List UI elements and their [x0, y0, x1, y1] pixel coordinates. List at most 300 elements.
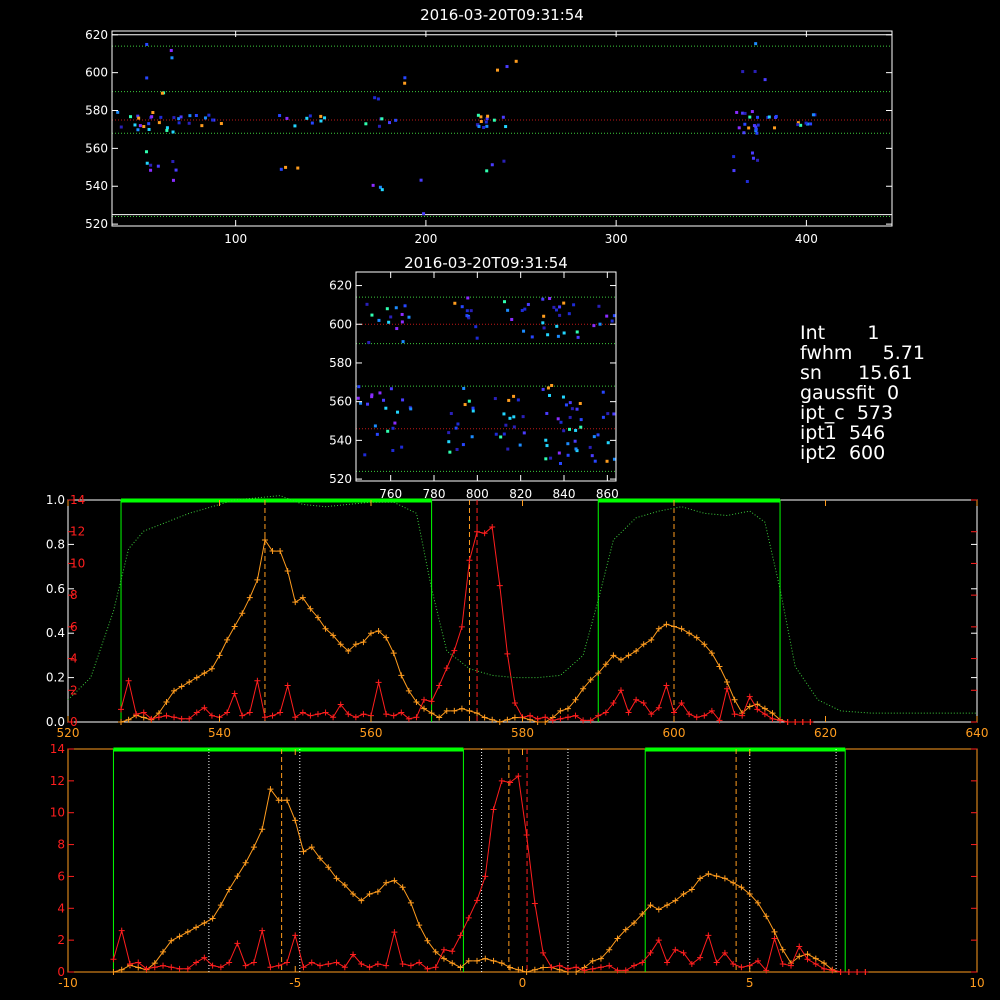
y-tick-label: 580: [85, 103, 108, 118]
emission-pixel: [612, 412, 615, 415]
red-data-point: [276, 963, 282, 969]
emission-pixel: [378, 391, 381, 394]
red-data-point: [800, 719, 806, 725]
red-data-point: [262, 714, 268, 720]
red-profile-line: [114, 776, 866, 972]
emission-pixel: [531, 335, 534, 338]
red-data-point: [375, 961, 381, 967]
emission-pixel: [565, 403, 568, 406]
emission-pixel: [775, 115, 778, 118]
emission-pixel: [296, 167, 299, 170]
emission-pixel: [477, 125, 480, 128]
emission-pixel: [395, 306, 398, 309]
red-data-point: [623, 967, 629, 973]
emission-pixel: [562, 429, 565, 432]
red-data-point: [376, 679, 382, 685]
orange-data-point: [780, 947, 786, 953]
y-tick-label: 580: [329, 355, 352, 370]
red-data-point: [160, 963, 166, 969]
emission-pixel: [455, 427, 458, 430]
emission-pixel: [367, 341, 370, 344]
orange-data-point: [110, 969, 116, 975]
emission-pixel: [468, 400, 471, 403]
red-data-point: [796, 944, 802, 950]
emission-pixel: [568, 312, 571, 315]
emission-pixel: [284, 166, 287, 169]
emission-pixel: [502, 160, 505, 163]
emission-pixel: [773, 126, 776, 129]
emission-pixel: [541, 321, 544, 324]
emission-pixel: [180, 115, 183, 118]
red-data-point: [307, 713, 313, 719]
y-tick-label: 520: [329, 472, 352, 487]
red-data-point: [466, 557, 472, 563]
emission-pixel: [549, 457, 552, 460]
emission-pixel: [544, 439, 547, 442]
red-data-point: [694, 714, 700, 720]
emission-pixel: [732, 169, 735, 172]
red-data-point: [527, 713, 533, 719]
orange-profile-line: [121, 540, 810, 722]
red-data-point: [504, 651, 510, 657]
emission-pixel: [742, 131, 745, 134]
orange-data-point: [210, 915, 216, 921]
red-data-point: [686, 711, 692, 717]
emission-pixel: [613, 458, 616, 461]
emission-pixel: [580, 418, 583, 421]
orange-data-point: [201, 670, 207, 676]
emission-pixel: [396, 411, 399, 414]
red-data-point: [367, 964, 373, 970]
x-tick-label: -10: [58, 976, 78, 990]
red-data-point: [780, 961, 786, 967]
orange-data-point: [226, 886, 232, 892]
x-tick-label: 100: [224, 232, 248, 246]
emission-pixel: [562, 396, 565, 399]
red-data-point: [641, 700, 647, 706]
emission-pixel: [146, 162, 149, 165]
emission-pixel: [812, 113, 815, 116]
red-data-point: [590, 966, 596, 972]
red-data-point: [251, 959, 257, 965]
red-data-point: [118, 706, 124, 712]
emission-pixel: [574, 440, 577, 443]
emission-pixel: [506, 309, 509, 312]
red-data-point: [239, 713, 245, 719]
emission-pixel: [504, 125, 507, 128]
emission-pixel: [364, 122, 367, 125]
emission-pixel: [285, 117, 288, 120]
top-image-panel: [85, 6, 892, 246]
emission-pixel: [365, 303, 368, 306]
red-data-point: [317, 963, 323, 969]
emission-pixel: [390, 387, 393, 390]
red-data-point: [323, 709, 329, 715]
info-ipt2: ipt2 600: [800, 442, 886, 464]
orange-data-point: [813, 956, 819, 962]
emission-pixel: [506, 448, 509, 451]
red-data-point: [838, 969, 844, 975]
orange-data-point: [251, 844, 257, 850]
emission-pixel: [558, 452, 561, 455]
emission-pixel: [207, 114, 210, 117]
emission-pixel: [384, 407, 387, 410]
red-data-point: [353, 714, 359, 720]
orange-data-point: [491, 958, 497, 964]
red-data-point: [580, 717, 586, 723]
red-data-point: [769, 716, 775, 722]
window-box: [645, 749, 845, 972]
emission-pixel: [485, 169, 488, 172]
fit-info-block: [800, 323, 925, 463]
emission-pixel: [211, 119, 214, 122]
emission-pixel: [569, 401, 572, 404]
emission-pixel: [370, 314, 373, 317]
x-tick-label: 840: [552, 487, 576, 501]
emission-pixel: [474, 325, 477, 328]
emission-pixel: [504, 424, 507, 427]
red-data-point: [309, 959, 315, 965]
info-gaussfit: gaussfit 0: [800, 382, 900, 404]
emission-pixel: [738, 126, 741, 129]
emission-pixel: [754, 70, 757, 73]
orange-data-point: [209, 666, 215, 672]
red-data-point: [277, 709, 283, 715]
red-data-point: [267, 964, 273, 970]
emission-pixel: [157, 165, 160, 168]
red-data-point: [342, 964, 348, 970]
red-profile-line: [121, 527, 810, 722]
red-data-point: [846, 969, 852, 975]
emission-pixel: [597, 305, 600, 308]
red-data-point: [300, 964, 306, 970]
emission-pixel: [606, 412, 609, 415]
emission-pixel: [453, 302, 456, 305]
profile-plot-1: [46, 493, 989, 740]
red-data-point: [444, 665, 450, 671]
red-data-point: [672, 947, 678, 953]
x-tick-label: 860: [595, 487, 619, 501]
emission-pixel: [547, 386, 550, 389]
emission-pixel: [391, 427, 394, 430]
orange-data-point: [451, 708, 457, 714]
emission-pixel: [523, 431, 526, 434]
orange-data-point: [714, 873, 720, 879]
emission-pixel: [607, 441, 610, 444]
emission-pixel: [756, 116, 759, 119]
orange-data-point: [474, 958, 480, 964]
red-data-point: [557, 963, 563, 969]
x-tick-label: 800: [465, 487, 489, 501]
orange-data-point: [232, 624, 238, 630]
orange-data-point: [218, 902, 224, 908]
y-tick-label: 560: [329, 394, 352, 409]
red-y-tick-label: 12: [49, 773, 65, 788]
emission-pixel: [796, 123, 799, 126]
emission-pixel: [471, 435, 474, 438]
orange-data-point: [416, 922, 422, 928]
emission-pixel: [387, 321, 390, 324]
emission-pixel: [149, 169, 152, 172]
orange-data-point: [163, 699, 169, 705]
emission-pixel: [366, 403, 369, 406]
emission-pixel: [548, 297, 551, 300]
emission-pixel: [401, 320, 404, 323]
red-data-point: [224, 709, 230, 715]
red-data-point: [738, 964, 744, 970]
orange-data-point: [186, 679, 192, 685]
emission-pixel: [809, 122, 812, 125]
orange-data-point: [185, 929, 191, 935]
emission-pixel: [470, 309, 473, 312]
emission-pixel: [165, 129, 168, 132]
emission-pixel: [557, 417, 560, 420]
emission-pixel: [120, 126, 123, 129]
emission-pixel: [541, 298, 544, 301]
emission-pixel: [508, 417, 511, 420]
red-data-point: [497, 583, 503, 589]
y-tick-label: 1.0: [45, 493, 65, 507]
red-y-tick-label: 2: [70, 683, 78, 698]
emission-pixel: [569, 416, 572, 419]
emission-pixel: [172, 116, 175, 119]
orange-data-point: [466, 708, 472, 714]
red-data-point: [163, 713, 169, 719]
y-tick-label: 0.2: [45, 670, 65, 685]
orange-data-point: [193, 924, 199, 930]
orange-data-point: [391, 650, 397, 656]
red-data-point: [499, 778, 505, 784]
emission-pixel: [200, 124, 203, 127]
emission-pixel: [746, 180, 749, 183]
emission-pixel: [129, 115, 132, 118]
red-data-point: [512, 700, 518, 706]
emission-pixel: [147, 122, 150, 125]
red-y-tick-label: 12: [70, 524, 86, 539]
emission-pixel: [149, 164, 152, 167]
orange-data-point: [512, 715, 518, 721]
emission-pixel: [543, 326, 546, 329]
red-data-point: [542, 714, 548, 720]
red-data-point: [383, 963, 389, 969]
x-tick-label: 540: [208, 726, 231, 740]
red-data-point: [705, 932, 711, 938]
red-data-point: [408, 963, 414, 969]
window-box: [121, 500, 432, 722]
red-y-tick-label: 8: [57, 837, 65, 852]
emission-pixel: [546, 333, 549, 336]
orange-data-point: [234, 873, 240, 879]
emission-pixel: [752, 157, 755, 160]
red-y-tick-label: 6: [57, 869, 65, 884]
emission-pixel: [503, 300, 506, 303]
orange-profile-line: [114, 789, 866, 972]
emission-pixel: [589, 446, 592, 449]
emission-pixel: [494, 397, 497, 400]
red-data-point: [548, 964, 554, 970]
emission-pixel: [515, 60, 518, 63]
x-tick-label: 200: [414, 232, 438, 246]
red-data-point: [292, 714, 298, 720]
emission-pixel: [576, 330, 579, 333]
emission-pixel: [374, 424, 377, 427]
red-data-point: [457, 932, 463, 938]
emission-pixel: [748, 116, 751, 119]
profile-plot-2: [50, 742, 985, 990]
emission-pixel: [404, 304, 407, 307]
red-data-point: [631, 963, 637, 969]
emission-pixel: [389, 315, 392, 318]
emission-pixel: [464, 403, 467, 406]
red-data-point: [633, 697, 639, 703]
orange-data-point: [705, 871, 711, 877]
emission-pixel: [754, 42, 757, 45]
red-data-point: [598, 964, 604, 970]
orange-data-point: [300, 849, 306, 855]
emission-pixel: [159, 116, 162, 119]
emission-pixel: [574, 447, 577, 450]
emission-pixel: [594, 460, 597, 463]
orange-data-point: [762, 706, 768, 712]
red-data-point: [614, 967, 620, 973]
red-data-point: [821, 966, 827, 972]
orange-data-point: [292, 817, 298, 823]
red-data-point: [595, 713, 601, 719]
orange-data-point: [671, 624, 677, 630]
emission-pixel: [409, 407, 412, 410]
x-tick-label: 0: [518, 976, 527, 990]
red-data-point: [285, 683, 291, 689]
red-y-tick-label: 4: [57, 901, 65, 916]
orange-data-point: [663, 621, 669, 627]
emission-pixel: [382, 399, 385, 402]
emission-pixel: [381, 188, 384, 191]
emission-pixel: [145, 150, 148, 153]
orange-data-point: [118, 719, 124, 725]
emission-pixel: [137, 117, 140, 120]
red-y-tick-label: 8: [70, 588, 78, 603]
emission-pixel: [502, 412, 505, 415]
emission-pixel: [178, 121, 181, 124]
red-data-point: [177, 966, 183, 972]
y-tick-label: 0.4: [45, 626, 65, 641]
emission-pixel: [462, 443, 465, 446]
orange-data-point: [686, 630, 692, 636]
emission-pixel: [401, 398, 404, 401]
red-data-point: [664, 959, 670, 965]
emission-pixel: [485, 121, 488, 124]
orange-data-point: [247, 595, 253, 601]
orange-data-point: [626, 652, 632, 658]
emission-pixel: [319, 115, 322, 118]
window-box: [113, 749, 463, 972]
emission-pixel: [486, 115, 489, 118]
orange-data-point: [730, 880, 736, 886]
emission-pixel: [401, 313, 404, 316]
red-data-point: [292, 932, 298, 938]
info-ipt1: ipt1 546: [800, 422, 886, 444]
red-data-point: [540, 950, 546, 956]
emission-pixel: [805, 122, 808, 125]
x-tick-label: 10: [969, 976, 985, 990]
orange-data-point: [732, 697, 738, 703]
emission-pixel: [394, 119, 397, 122]
emission-pixel: [544, 457, 547, 460]
red-data-point: [459, 624, 465, 630]
emission-pixel: [744, 112, 747, 115]
emission-pixel: [472, 407, 475, 410]
emission-pixel: [527, 303, 530, 306]
red-data-point: [436, 683, 442, 689]
emission-pixel: [400, 446, 403, 449]
x-tick-label: 300: [604, 232, 628, 246]
emission-pixel: [522, 330, 525, 333]
red-data-point: [656, 937, 662, 943]
red-data-point: [807, 719, 813, 725]
emission-pixel: [558, 305, 561, 308]
orange-data-point: [540, 965, 546, 971]
emission-pixel: [447, 431, 450, 434]
emission-pixel: [166, 126, 169, 129]
emission-pixel: [747, 126, 750, 129]
red-data-point: [854, 969, 860, 975]
emission-pixel: [753, 124, 756, 127]
red-data-point: [618, 687, 624, 693]
emission-pixel: [171, 160, 174, 163]
emission-pixel: [305, 117, 308, 120]
emission-pixel: [506, 65, 509, 68]
orange-data-point: [259, 826, 265, 832]
emission-pixel: [420, 179, 423, 182]
emission-pixel: [755, 128, 758, 131]
emission-pixel: [751, 151, 754, 154]
orange-data-point: [408, 900, 414, 906]
red-data-point: [330, 714, 336, 720]
red-data-point: [413, 714, 419, 720]
red-data-point: [701, 713, 707, 719]
emission-pixel: [577, 336, 580, 339]
emission-pixel: [158, 121, 161, 124]
emission-pixel: [602, 416, 605, 419]
orange-data-point: [648, 637, 654, 643]
red-data-point: [300, 709, 306, 715]
emission-pixel: [204, 116, 207, 119]
emission-pixel: [373, 96, 376, 99]
emission-pixel: [566, 442, 569, 445]
emission-pixel: [403, 76, 406, 79]
emission-pixel: [195, 114, 198, 117]
red-y-tick-label: 14: [49, 742, 65, 756]
emission-pixel: [377, 319, 380, 322]
emission-pixel: [148, 128, 151, 131]
orange-data-point: [179, 683, 185, 689]
red-data-point: [400, 961, 406, 967]
emission-pixel: [175, 169, 178, 172]
emission-pixel: [142, 125, 145, 128]
orange-data-point: [429, 710, 435, 716]
x-tick-label: 600: [662, 726, 686, 740]
emission-pixel: [555, 325, 558, 328]
orange-data-point: [449, 960, 455, 966]
orange-data-point: [763, 913, 769, 919]
emission-pixel: [136, 128, 139, 131]
emission-pixel: [593, 435, 596, 438]
red-data-point: [813, 961, 819, 967]
y-tick-label: 520: [85, 217, 108, 232]
emission-pixel: [188, 122, 191, 125]
emission-pixel: [133, 123, 136, 126]
orange-data-point: [771, 929, 777, 935]
